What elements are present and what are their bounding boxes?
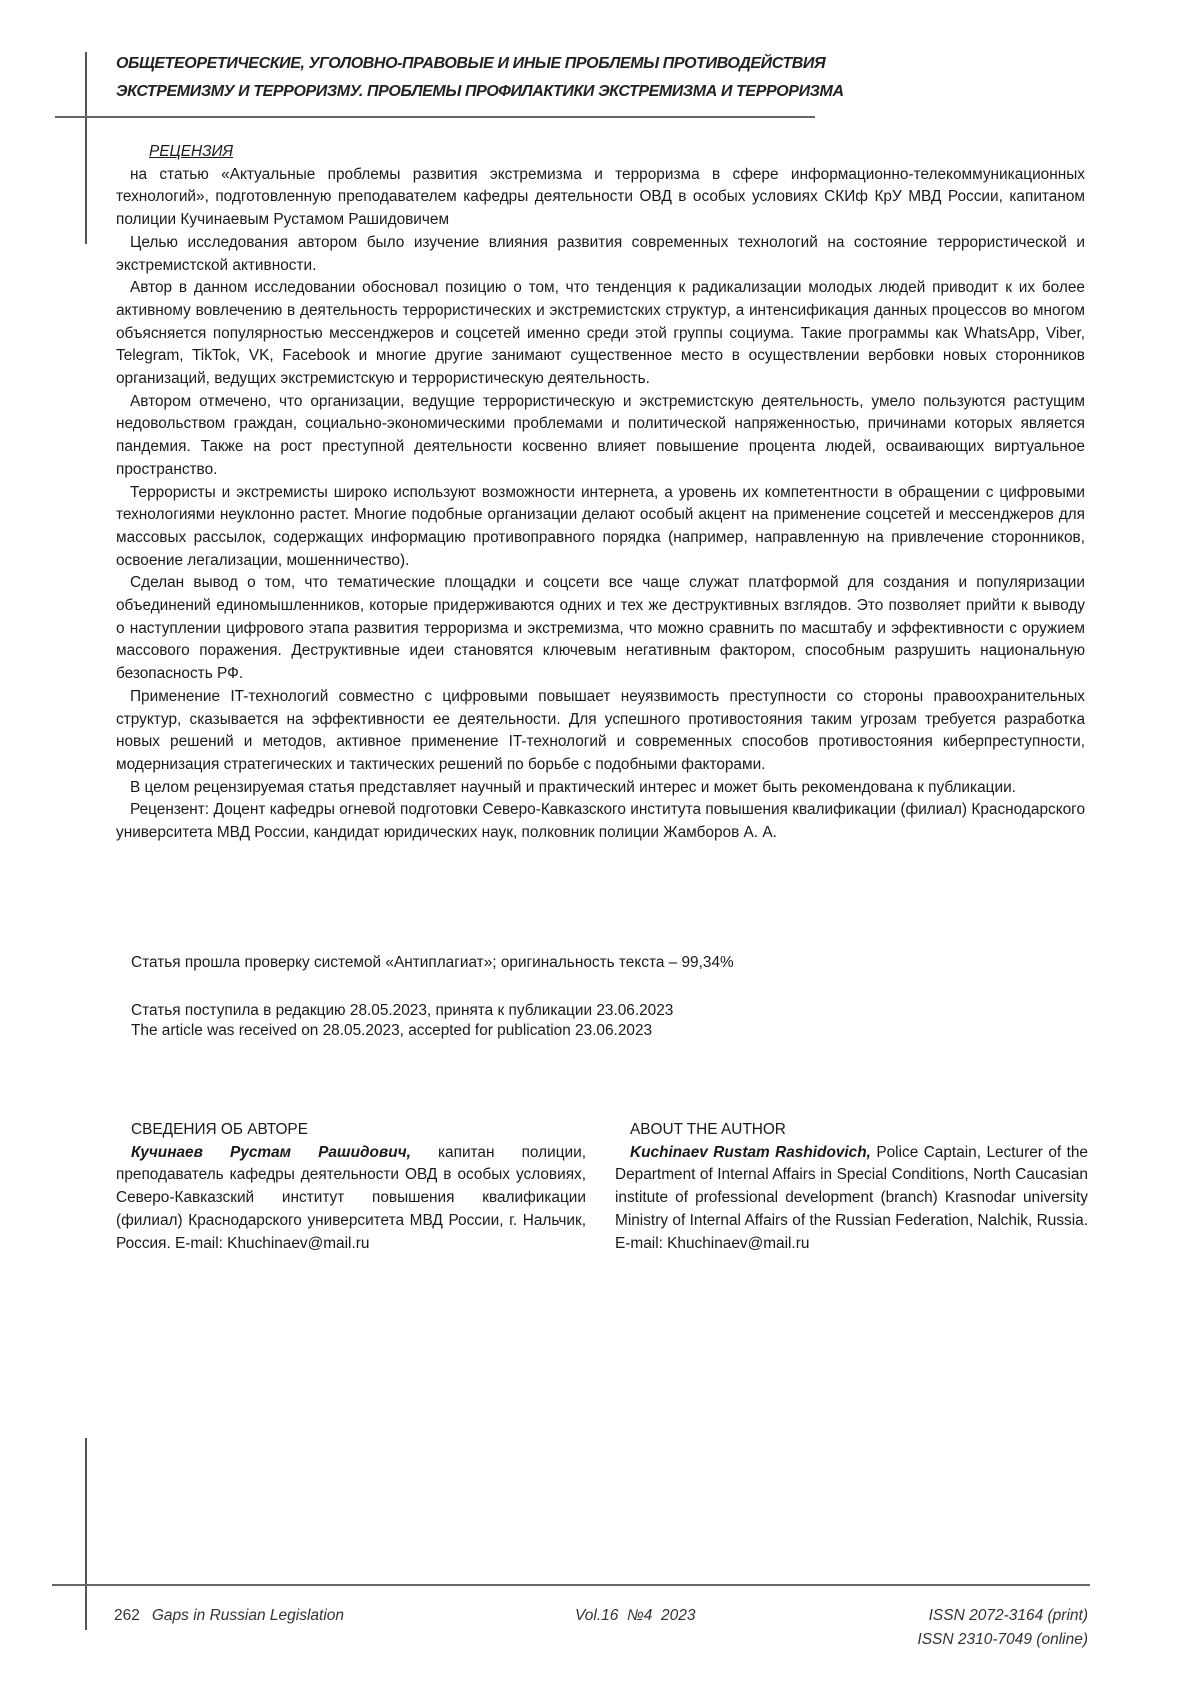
issn-online: ISSN 2310-7049 (online)	[917, 1628, 1088, 1652]
footer-vertical-rule	[85, 1438, 87, 1630]
section-header	[116, 50, 1016, 106]
review-paragraph: Сделан вывод о том, что тематические площадки и соцсети все чаще служат платформой для создания и популяризации объединений единомышленников, которые придерживаются одних и тех же деструктивных взглядов. Это позволяет прийти к выводу о наступлении цифрового этапа развития терроризма и экстремизма, что можно сравнить по масштабу и эффективности с оружием массового поражения. Деструктивные идеи становятся ключевым негативным фактором, способным разрушить национальную безопасность РФ.	[116, 572, 1085, 686]
section-header-line-1: ОБЩЕТЕОРЕТИЧЕСКИЕ, УГОЛОВНО-ПРАВОВЫЕ И ИНЫЕ ПРОБЛЕМЫ ПРОТИВОДЕЙСТВИЯ	[116, 50, 1016, 78]
antiplagiat-note: Статья прошла проверку системой «Антиплагиат»; оригинальность текста – 99,34%	[131, 953, 734, 973]
review-paragraph: В целом рецензируемая статья представляет научный и практический интерес и может быть рекомендована к публикации.	[116, 777, 1085, 800]
author-heading-ru: СВЕДЕНИЯ ОБ АВТОРЕ	[116, 1119, 586, 1142]
review-paragraph: Террористы и экстремисты широко используют возможности интернета, а уровень их компетентности в обращении с цифровыми технологиями неуклонно растет. Многие подобные организации делают особый акцент на применение соцсетей и мессенджеров для массовых рассылок, содержащих информацию противоправного порядка (например, направленную на привлечение сторонников, освоение легализации, мошенничество).	[116, 482, 1085, 573]
review-paragraph: Целью исследования автором было изучение влияния развития современных технологий на состояние террористической и экстремистской активности.	[116, 232, 1085, 277]
received-date-en: The article was received on 28.05.2023, accepted for publication 23.06.2023	[131, 1021, 652, 1041]
header-vertical-rule	[85, 52, 87, 244]
author-info-en	[615, 1119, 1088, 1255]
journal-issue: Vol.16 №4 2023	[575, 1604, 696, 1628]
page-number: 262	[114, 1607, 140, 1624]
review-paragraph: Применение IT-технологий совместно с цифровыми повышает неуязвимость преступности со стороны правоохранительных структур, сказывается на эффективности ее деятельности. Для успешного противостояния таким угрозам требуется разработка новых решений и методов, активное применение IT-технологий и современных способов противостояния киберпреступности, модернизация стратегических и тактических решений по борьбе с подобными факторами.	[116, 686, 1085, 777]
review-body	[116, 141, 1085, 845]
journal-name: Gaps in Russian Legislation	[152, 1607, 344, 1624]
review-paragraph: на статью «Актуальные проблемы развития экстремизма и терроризма в сфере информационно-телекоммуникационных технологий», подготовленную преподавателем кафедры деятельности ОВД в особых условиях СКИф КрУ МВД России, капитаном полиции Кучинаевым Рустамом Рашидовичем	[116, 164, 1085, 232]
author-name-ru: Кучинаев Рустам Рашидович,	[131, 1144, 411, 1161]
author-name-en: Kuchinaev Rustam Rashidovich,	[630, 1144, 871, 1161]
author-info-ru	[116, 1119, 586, 1255]
review-paragraph: Автором отмечено, что организации, ведущие террористическую и экстремистскую деятельность, умело пользуются растущим недовольством граждан, социально-экономическими проблемами и политической напряженностью, причинами которых является пандемия. Также на рост преступной деятельности косвенно влияет повышение процента людей, осваивающих виртуальное пространство.	[116, 391, 1085, 482]
review-paragraph: Автор в данном исследовании обосновал позицию о том, что тенденция к радикализации молодых людей приводит к их более активному вовлечению в деятельность террористических и экстремистских структур, а интенсификация данных процессов во многом объясняется популярностью мессенджеров и соцсетей именно среди этой группы социума. Такие программы как WhatsApp, Viber, Telegram, TikTok, VK, Facebook и многие другие занимают существенное место в осуществлении вербовки новых сторонников организаций, ведущих экстремистскую и террористическую деятельность.	[116, 277, 1085, 391]
author-details-ru: капитан полиции, преподаватель кафедры деятельности ОВД в особых условиях, Северо-Кавказский институт повышения квалификации (филиал) Краснодарского университета МВД России, г. Нальчик, Россия. E-mail: Khuchinaev@mail.ru	[116, 1144, 586, 1252]
header-horizontal-rule	[55, 116, 815, 118]
author-text-ru	[116, 1142, 586, 1256]
section-header-line-2: ЭКСТРЕМИЗМУ И ТЕРРОРИЗМУ. ПРОБЛЕМЫ ПРОФИЛАКТИКИ ЭКСТРЕМИЗМА И ТЕРРОРИЗМА	[116, 78, 1016, 106]
received-date-ru: Статья поступила в редакцию 28.05.2023, принята к публикации 23.06.2023	[131, 1001, 673, 1021]
footer-horizontal-rule	[52, 1584, 1090, 1586]
author-details-en: Police Captain, Lecturer of the Department of Internal Affairs in Special Conditions, North Caucasian institute of professional development (branch) Krasnodar university Ministry of Internal Affairs of the Russian Federation, Nalchik, Russia. E-mail: Khuchinaev@mail.ru	[615, 1144, 1088, 1252]
author-heading-en: ABOUT THE AUTHOR	[615, 1119, 1088, 1142]
issn-print: ISSN 2072-3164 (print)	[917, 1604, 1088, 1628]
footer-left	[114, 1604, 344, 1628]
reviewer-paragraph: Рецензент: Доцент кафедры огневой подготовки Северо-Кавказского института повышения квалификации (филиал) Краснодарского университета МВД России, кандидат юридических наук, полковник полиции Жамборов А. А.	[116, 799, 1085, 844]
review-title: РЕЦЕНЗИЯ	[149, 141, 1085, 164]
author-text-en	[615, 1142, 1088, 1256]
footer-issn	[917, 1604, 1088, 1652]
